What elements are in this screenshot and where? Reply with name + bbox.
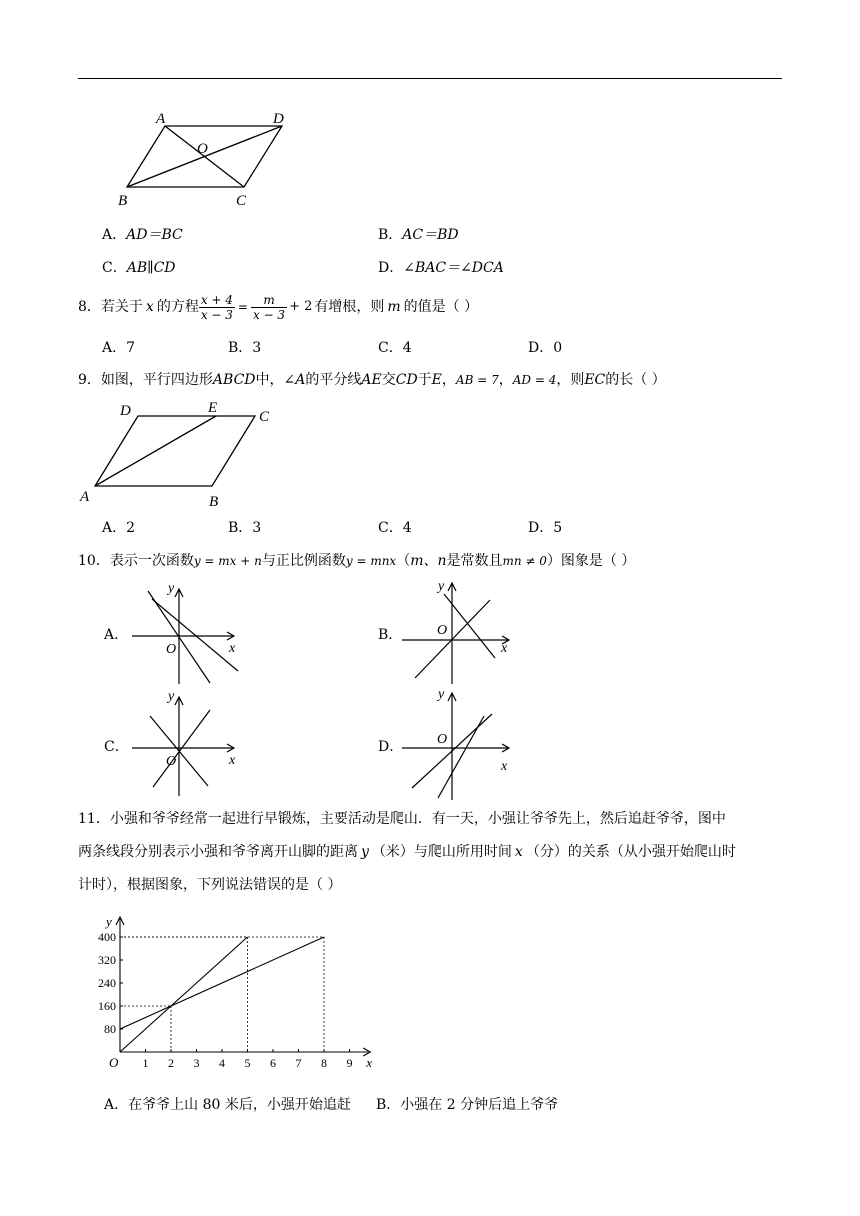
- q11-option-a[interactable]: [104, 1096, 351, 1114]
- q9-number: 9．: [78, 372, 101, 388]
- q7-option-a-text: AD＝BC: [126, 227, 183, 243]
- q7-option-b[interactable]: [378, 226, 459, 244]
- q10-c-y-label: y: [168, 689, 175, 704]
- q8-option-c-letter: C．: [378, 340, 403, 356]
- q7-label-d: D: [273, 111, 284, 127]
- q8-option-b-text: 3: [252, 340, 262, 356]
- q8-option-a-text: 7: [126, 340, 136, 356]
- q8-frac2-denominator: x − 3: [252, 307, 286, 322]
- q8-option-b-letter: B．: [228, 340, 253, 356]
- q11-y-tick-label: 240: [98, 976, 116, 990]
- q11-option-a-text: 在爷爷上山 80 米后，小强开始追赶: [128, 1097, 351, 1113]
- q8-frac1-numerator: x + 4: [200, 292, 233, 307]
- q10-text-5: ）图象是（ ）: [546, 553, 636, 569]
- q11-x-tick-label: 9: [346, 1056, 353, 1070]
- q9-text-6: ，: [441, 372, 456, 388]
- q10-option-c-letter[interactable]: C．: [104, 739, 129, 755]
- q9-text-2: 中，∠: [255, 372, 296, 388]
- q10-text-1: 表示一次函数: [109, 553, 194, 569]
- q10-option-a-graph[interactable]: [130, 578, 245, 686]
- q11-number: 11．: [78, 811, 110, 827]
- q11-stem-line-2: [78, 843, 736, 861]
- q10-condition: mn ≠ 0: [502, 554, 547, 568]
- q10-d-y-label: y: [438, 687, 445, 702]
- q11-series-line-1: [120, 937, 248, 1052]
- q10-a-origin-label: O: [166, 642, 177, 657]
- q8-fraction-2: [251, 293, 287, 322]
- q7-option-c-letter: C．: [102, 260, 127, 276]
- q11-x-axis-label: x: [366, 1055, 373, 1070]
- q9-stem: [78, 371, 666, 389]
- q11-var-y: y: [361, 844, 369, 860]
- header-rule: [78, 78, 782, 79]
- q11-x-tick-label: 3: [193, 1056, 200, 1070]
- q10-a-x-label: x: [229, 641, 236, 656]
- q9-text-7: ，: [498, 372, 513, 388]
- q8-option-d-text: 0: [553, 340, 563, 356]
- q7-option-a[interactable]: [102, 226, 183, 244]
- q10-text-3: （: [396, 553, 411, 569]
- q9-ad4: AD = 4: [512, 373, 557, 387]
- q10-c-x-label: x: [229, 753, 236, 768]
- q11-option-b-letter: B．: [376, 1097, 401, 1113]
- q11-stem-line-3: 计时），根据图象，下列说法错误的是（ ）: [78, 877, 342, 893]
- q10-b-x-label: x: [501, 641, 508, 656]
- q10-c-origin-label: O: [166, 754, 177, 769]
- q9-label-d: D: [120, 403, 131, 419]
- q9-option-a[interactable]: [102, 519, 135, 537]
- q10-linear-function: y = mx + n: [193, 554, 262, 568]
- q9-option-d-text: 5: [553, 520, 563, 536]
- q9-label-e: E: [208, 400, 218, 416]
- q9-option-b[interactable]: [228, 519, 261, 537]
- q8-option-a-letter: A．: [102, 340, 127, 356]
- q9-cd: CD: [395, 372, 418, 388]
- q8-text-4: 的值是（ ）: [403, 299, 479, 315]
- q11-origin-label: O: [109, 1055, 119, 1070]
- q10-proportional-function: y = mnx: [345, 554, 397, 568]
- q9-ec: EC: [584, 372, 606, 388]
- q9-text-3: 的平分线: [305, 372, 362, 388]
- q9-ab7: AB = 7: [455, 373, 499, 387]
- q11-line-2a: 两条线段分别表示小强和爷爷离开山脚的距离: [78, 844, 358, 860]
- q11-x-tick-label: 6: [270, 1056, 276, 1070]
- q8-option-c-text: 4: [402, 340, 412, 356]
- q10-option-d-letter[interactable]: D．: [378, 739, 404, 755]
- q11-guide-lines: [120, 937, 324, 1052]
- q8-number: 8．: [78, 299, 101, 315]
- q10-b-y-label: y: [438, 579, 445, 594]
- q9-option-a-letter: A．: [102, 520, 127, 536]
- q9-label-c: C: [259, 409, 270, 425]
- q7-option-d-text: ∠BAC＝∠DCA: [403, 260, 504, 276]
- q8-option-d-letter: D．: [528, 340, 554, 356]
- q11-x-tick-label: 2: [168, 1056, 174, 1070]
- q8-plus-two: + 2: [289, 299, 313, 314]
- q11-option-a-letter: A．: [104, 1097, 129, 1113]
- q7-label-a: A: [156, 111, 166, 127]
- q9-abcd: ABCD: [212, 372, 256, 388]
- q11-x-tick-label: 7: [295, 1056, 302, 1070]
- q11-line-chart: [88, 908, 373, 1074]
- q8-option-d[interactable]: [528, 339, 562, 357]
- q8-fraction-1: [199, 293, 235, 322]
- q9-e: E: [431, 372, 442, 388]
- q7-option-b-text: AC＝BD: [402, 227, 459, 243]
- q11-y-tick-label: 80: [104, 1022, 116, 1036]
- q10-option-d-graph[interactable]: [400, 686, 515, 802]
- q8-frac1-denominator: x − 3: [200, 307, 233, 322]
- q11-line-1-text: 小强和爷爷经常一起进行早锻炼，主要活动是爬山．有一天，小强让爷爷先上，然后追赶爷爷，图中: [109, 811, 726, 827]
- q11-option-b[interactable]: [376, 1096, 558, 1114]
- q11-tick-labels: [98, 914, 372, 1070]
- q10-option-b-letter[interactable]: B．: [378, 627, 403, 643]
- q9-parallelogram-figure: [78, 398, 288, 510]
- q9-option-d[interactable]: [528, 519, 562, 537]
- q7-parallelogram-figure: [110, 105, 300, 210]
- q11-series-line-2: [120, 937, 324, 1029]
- q9-text-8: ，则: [556, 372, 585, 388]
- q10-b-origin-label: O: [437, 623, 448, 638]
- q10-d-origin-label: O: [437, 732, 448, 747]
- q11-line-2b: （米）与爬山所用时间: [371, 844, 512, 860]
- q9-text-4: 交: [381, 372, 396, 388]
- q11-y-tick-label: 160: [98, 999, 116, 1013]
- q8-text-3: 有增根，则: [314, 299, 385, 315]
- q8-var-x: x: [145, 299, 154, 315]
- q11-x-tick-label: 4: [219, 1056, 225, 1070]
- q8-frac2-numerator: m: [251, 293, 287, 308]
- q7-option-d[interactable]: [378, 259, 504, 277]
- q11-var-x: x: [514, 844, 523, 860]
- q9-label-b: B: [209, 494, 219, 510]
- q11-stem-line-1: [78, 810, 726, 828]
- q9-option-c-letter: C．: [378, 520, 403, 536]
- q9-option-c[interactable]: [378, 519, 412, 537]
- q8-stem: [78, 289, 478, 325]
- q11-x-tick-label: 5: [244, 1056, 251, 1070]
- q8-equals: =: [237, 300, 248, 314]
- q11-y-axis-label: y: [106, 914, 112, 929]
- q10-text-4: 是常数且: [446, 553, 503, 569]
- q10-a-y-label: y: [168, 581, 175, 596]
- q10-text-2: 与正比例函数: [261, 553, 346, 569]
- q11-x-tick-label: 8: [321, 1056, 327, 1070]
- q8-text-2: 的方程: [156, 299, 199, 315]
- q11-line-2c: （分）的关系（从小强开始爬山时: [525, 844, 736, 860]
- q9-option-d-letter: D．: [528, 520, 554, 536]
- q9-text-1: 如图，平行四边形: [100, 372, 213, 388]
- q8-option-c[interactable]: [378, 339, 412, 357]
- q11-x-tick-label: 1: [142, 1056, 149, 1070]
- q9-a: A: [295, 372, 306, 388]
- q10-mn: m、n: [410, 553, 447, 569]
- q10-number: 10．: [78, 553, 110, 569]
- q11-y-tick-label: 400: [98, 930, 116, 944]
- q9-option-b-letter: B．: [228, 520, 253, 536]
- q7-label-o: O: [197, 141, 208, 157]
- q8-option-b[interactable]: [228, 339, 261, 357]
- q7-label-b: B: [118, 193, 128, 209]
- q10-d-x-label: x: [501, 759, 508, 774]
- q10-stem: [78, 552, 635, 570]
- q7-option-d-letter: D．: [378, 260, 404, 276]
- q7-option-c[interactable]: [102, 259, 176, 277]
- q9-option-b-text: 3: [252, 520, 262, 536]
- q9-option-c-text: 4: [402, 520, 412, 536]
- q11-y-tick-label: 320: [98, 953, 116, 967]
- q10-option-c-graph[interactable]: [130, 688, 245, 798]
- q9-text-5: 于: [417, 372, 432, 388]
- q11-series-group: [120, 937, 324, 1052]
- q8-option-a[interactable]: [102, 339, 135, 357]
- q7-option-b-letter: B．: [378, 227, 403, 243]
- q7-label-c: C: [236, 193, 247, 209]
- q7-option-a-letter: A．: [102, 227, 127, 243]
- q9-ae: AE: [361, 372, 382, 388]
- q8-var-m: m: [387, 299, 401, 315]
- q9-label-a: A: [80, 489, 90, 505]
- q10-option-b-graph[interactable]: [400, 578, 515, 686]
- q9-option-a-text: 2: [126, 520, 136, 536]
- q9-text-9: 的长（ ）: [605, 372, 666, 388]
- q10-option-a-letter[interactable]: A．: [104, 627, 129, 643]
- q11-axes: [116, 917, 370, 1056]
- q11-option-b-text: 小强在 2 分钟后追上爷爷: [400, 1097, 559, 1113]
- q8-text-1: 若关于: [100, 299, 143, 315]
- q7-option-c-text: AB∥CD: [126, 260, 176, 276]
